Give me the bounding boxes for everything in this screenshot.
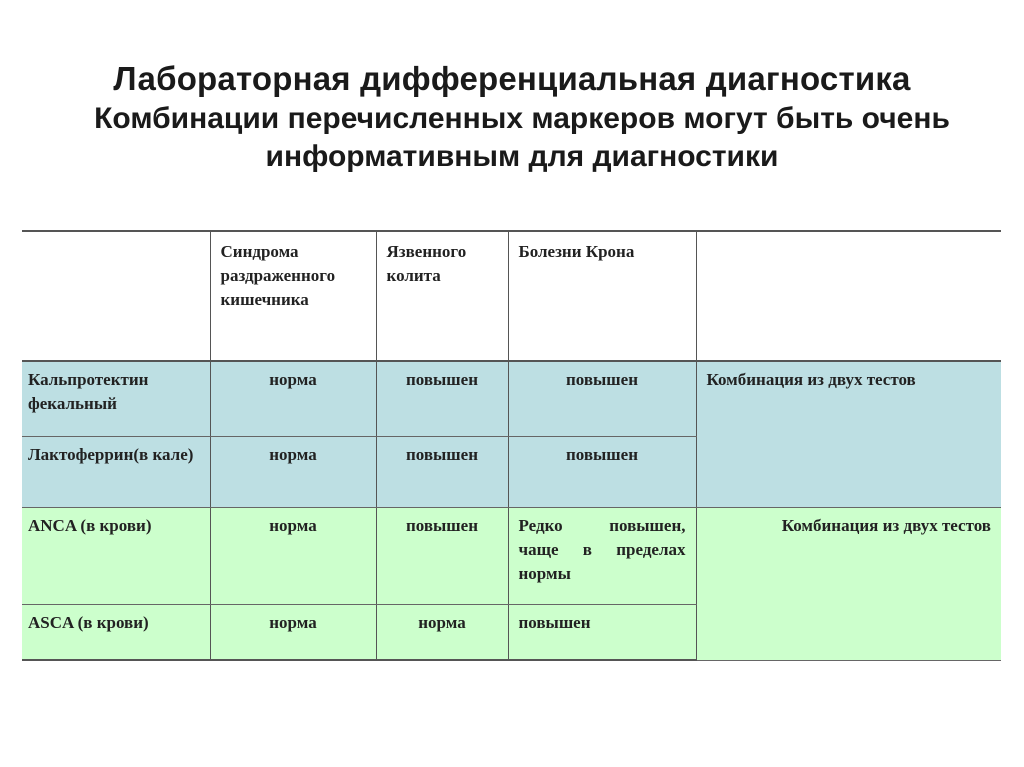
uc-cell: повышен	[376, 436, 508, 507]
table-header-row	[22, 231, 1001, 361]
combination-cell: Комбинация из двух тестов	[696, 361, 1001, 507]
ibs-cell: норма	[210, 507, 376, 604]
ibs-cell: норма	[210, 361, 376, 436]
marker-cell: ASCA (в крови)	[22, 604, 210, 660]
header-cell-empty	[22, 231, 210, 361]
combination-cell: Комбинация из двух тестов	[696, 507, 1001, 660]
header-cell-combo	[696, 231, 1001, 361]
slide-subtitle: Комбинации перечисленных маркеров могут быть очень информативным для диагностики	[94, 102, 950, 173]
uc-cell: повышен	[376, 361, 508, 436]
uc-cell: повышен	[376, 507, 508, 604]
ibs-cell: норма	[210, 436, 376, 507]
uc-cell: норма	[376, 604, 508, 660]
diagnostics-table	[22, 230, 1001, 661]
marker-cell: Кальпротектин фекальный	[22, 361, 210, 436]
table-row	[22, 361, 1001, 436]
header-cell-ibs: Синдрома раздраженного кишечника	[210, 231, 376, 361]
slide-title: Лабораторная дифференциальная диагностика	[113, 60, 911, 97]
marker-cell: Лактоферрин(в кале)	[22, 436, 210, 507]
crohn-cell: повышен	[508, 361, 696, 436]
crohn-cell: повышен	[508, 436, 696, 507]
header-cell-crohn: Болезни Крона	[508, 231, 696, 361]
header-cell-uc: Язвенного колита	[376, 231, 508, 361]
crohn-cell: повышен	[508, 604, 696, 660]
crohn-cell: Редко повышен, чаще в пределах нормы	[508, 507, 696, 604]
ibs-cell: норма	[210, 604, 376, 660]
marker-cell: ANCA (в крови)	[22, 507, 210, 604]
table-row	[22, 507, 1001, 604]
slide-title-block	[0, 58, 1024, 176]
